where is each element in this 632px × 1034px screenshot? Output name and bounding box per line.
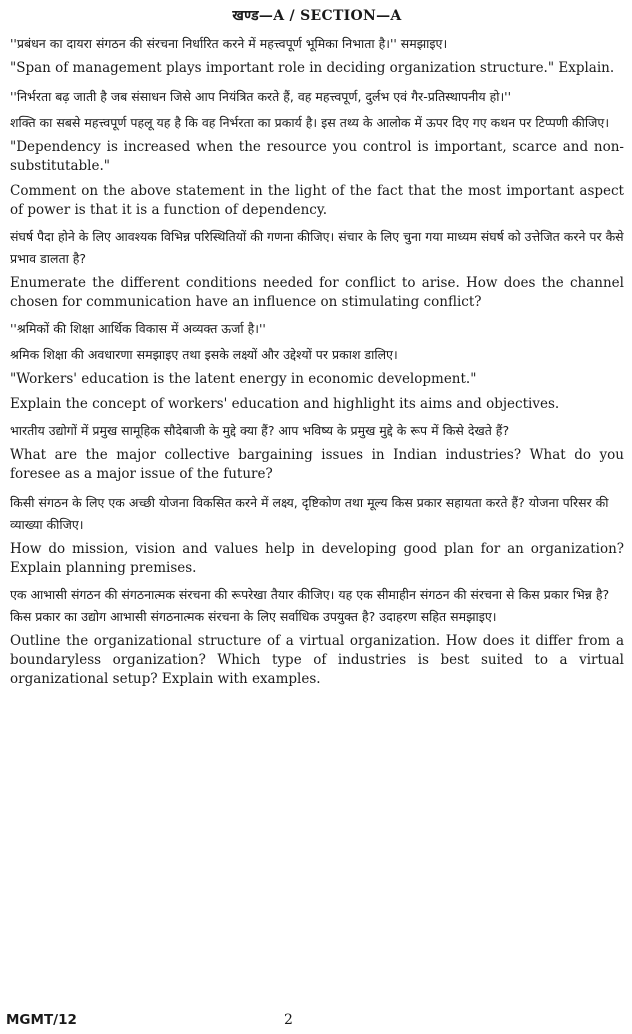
page-number: 2	[284, 1012, 293, 1028]
question-english: How do mission, vision and values help in developing good plan for an organization? Explain planning premises.	[10, 541, 624, 576]
question-english: Enumerate the different conditions needed for conflict to arise. How does the channel chosen for communication have an influence on stimulating conflict?	[10, 275, 624, 310]
exam-page	[10, 6, 624, 695]
question-hindi: शक्ति का सबसे महत्त्वपूर्ण पहलू यह है कि वह निर्भरता का प्रकार्य है। इस तथ्य के आलोक में ऊपर दिए गए कथन पर टिप्पणी कीजिए।	[10, 115, 610, 130]
question-hindi: ''निर्भरता बढ़ जाती है जब संसाधन जिसे आप नियंत्रित करते हैं, वह महत्त्वपूर्ण, दुर्लभ एवं गैर-प्रतिस्थापनीय हो।''	[10, 89, 512, 104]
question-hindi: भारतीय उद्योगों में प्रमुख सामूहिक सौदेबाजी के मुद्दे क्या हैं? आप भविष्य के प्रमुख मुद्दे के रूप में किसे देखते हैं?	[10, 423, 510, 438]
question-hindi: ''श्रमिकों की शिक्षा आर्थिक विकास में अव्यक्त ऊर्जा है।''	[10, 321, 266, 336]
question-english: "Workers' education is the latent energy in economic development."	[10, 371, 477, 387]
question-english: "Dependency is increased when the resource you control is important, scarce and non-substitutable."	[10, 139, 624, 174]
question-english: Outline the organizational structure of a virtual organization. How does it differ from a boundaryless organization? Which type of industries is best suited to a virtual organizational setup? Explain with examples.	[10, 633, 624, 687]
question-hindi: एक आभासी संगठन की संगठनात्मक संरचना की रूपरेखा तैयार कीजिए। यह एक सीमाहीन संगठन की संरचना से किस प्रकार भिन्न है? किस प्रकार का उद्योग आभासी संगठनात्मक संरचना के लिए सर्वाधिक उपयुक्त है? उदाहरण सहित समझाइए।	[10, 587, 610, 624]
question-english: "Span of management plays important role in deciding organization structure." Explain.	[10, 60, 615, 76]
paper-code: MGMT/12	[6, 1012, 77, 1028]
section-heading: खण्ड—A / SECTION—A	[232, 8, 402, 24]
question-english: What are the major collective bargaining issues in Indian industries? What do you foresee as a major issue of the future?	[10, 447, 624, 482]
question-hindi: ''प्रबंधन का दायरा संगठन की संरचना निर्धारित करने में महत्त्वपूर्ण भूमिका निभाता है।'' समझाइए।	[10, 36, 448, 51]
question-hindi: किसी संगठन के लिए एक अच्छी योजना विकसित करने में लक्ष्य, दृष्टिकोण तथा मूल्य किस प्रकार सहायता करते हैं? योजना परिसर की व्याख्या कीजिए।	[10, 495, 609, 532]
question-english: Explain the concept of workers' education and highlight its aims and objectives.	[10, 396, 560, 412]
question-hindi: श्रमिक शिक्षा की अवधारणा समझाइए तथा इसके लक्ष्यों और उद्देश्यों पर प्रकाश डालिए।	[10, 347, 398, 362]
question-english: Comment on the above statement in the light of the fact that the most important aspect of power is that it is a function of dependency.	[10, 183, 624, 218]
question-hindi: संघर्ष पैदा होने के लिए आवश्यक विभिन्न परिस्थितियों की गणना कीजिए। संचार के लिए चुना गया माध्यम संघर्ष को उत्तेजित करने पर कैसे प्रभाव डालता है?	[10, 229, 624, 266]
